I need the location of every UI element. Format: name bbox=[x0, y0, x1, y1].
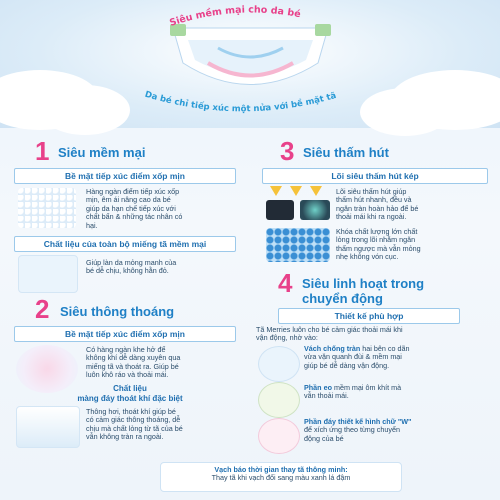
section4-title: Siêu linh hoạt trong chuyển động bbox=[302, 276, 425, 306]
w-shape-image bbox=[258, 418, 300, 454]
svg-text:Siêu mềm mại cho da bé bbox=[168, 4, 301, 28]
section3-title: Siêu thấm hút bbox=[303, 145, 389, 160]
section3-text2: Khóa chất lượng lớn chất lỏng trong lõi nhằm ngăn thấm ngược mà vẫn mỏng nhẹ không vón cục. bbox=[336, 227, 421, 262]
section1-number: 1 bbox=[35, 136, 50, 166]
section1-bar1: Bề mặt tiếp xúc điểm xốp mịn bbox=[14, 168, 236, 184]
section2-text1: Có hàng ngàn khe hở để không khí dễ dàng xuyên qua miếng tã và thoát ra. Giúp bé luôn khô ráo và thoải mái. bbox=[86, 345, 181, 380]
section3-text1: Lõi siêu thấm hút giúp thấm hút nhanh, đều và ngăn tràn hoàn hảo để bé thoải mái khi ra ngoài. bbox=[336, 187, 419, 222]
absorb-arrow-icon bbox=[270, 186, 282, 196]
section4-item2: Phần eo mềm mại ôm khít mà vẫn thoải mái. bbox=[304, 383, 402, 401]
section4-intro: Tã Merries luôn cho bé cảm giác thoải mái khi vận động, nhờ vào: bbox=[256, 325, 403, 343]
section3-number: 3 bbox=[280, 136, 295, 166]
leg-cuff-image bbox=[258, 346, 300, 382]
section1-title: Siêu mềm mại bbox=[58, 145, 146, 160]
section4-item1: Vách chống tràn hai bên co dãn vừa vặn quanh đùi & mềm mại giúp bé dễ dàng vận động. bbox=[304, 344, 410, 370]
section1-text2: Giúp làn da mỏng manh của bé dễ chịu, không hằn đỏ. bbox=[86, 258, 177, 276]
section2-title: Siêu thông thoáng bbox=[60, 304, 175, 319]
section1-bar2: Chất liệu của toàn bộ miếng tã mềm mại bbox=[14, 236, 236, 252]
section1-text1: Hàng ngàn điểm tiếp xúc xốp mịn, êm ái nâng cao da bé giúp da hạn chế tiếp xúc với chất bẩn & những tác nhân có hại. bbox=[86, 187, 183, 230]
section3-bar1: Lõi siêu thấm hút kép bbox=[262, 168, 488, 184]
section4-bar1: Thiết kế phù hợp bbox=[278, 308, 460, 324]
breathable-diaper-image bbox=[16, 406, 80, 448]
section2-bar1: Bề mặt tiếp xúc điểm xốp mịn bbox=[14, 326, 236, 342]
absorb-arrow-icon bbox=[290, 186, 302, 196]
absorb-core-image bbox=[300, 200, 330, 220]
foam-texture-image bbox=[18, 188, 76, 228]
absorb-layer-image bbox=[266, 200, 294, 220]
waist-image bbox=[258, 382, 300, 418]
hero-arc-text bbox=[0, 0, 500, 128]
absorb-arrow-icon bbox=[310, 186, 322, 196]
svg-text:Da bé chỉ tiếp xúc một nửa với bbox=[143, 90, 337, 115]
footer-text: Vạch báo thời gian thay tã thông minh: Thay tã khi vạch đổi sang màu xanh lá đậm bbox=[211, 465, 351, 483]
diaper-material-image bbox=[18, 255, 78, 293]
section4-item3: Phần đáy thiết kế hình chữ "W" để xích ứng theo từng chuyển động của bé bbox=[304, 417, 412, 443]
hero-title: Siêu mềm mại cho da bé bbox=[168, 4, 302, 29]
section2-number: 2 bbox=[35, 294, 50, 324]
section2-heading2: Chất liệu màng đáy thoát khí đặc biệt bbox=[77, 384, 183, 403]
hero-subtitle: Da bé chỉ tiếp xúc một nửa với bề mặt tã bbox=[143, 89, 338, 115]
section4-number: 4 bbox=[278, 268, 293, 298]
gel-lock-image bbox=[266, 228, 330, 262]
section2-text2: Thông hơi, thoát khí giúp bé có cảm giác thông thoáng, dễ chịu mà chất lỏng từ tã của bé vẫn không tràn ra ngoài. bbox=[86, 407, 183, 442]
